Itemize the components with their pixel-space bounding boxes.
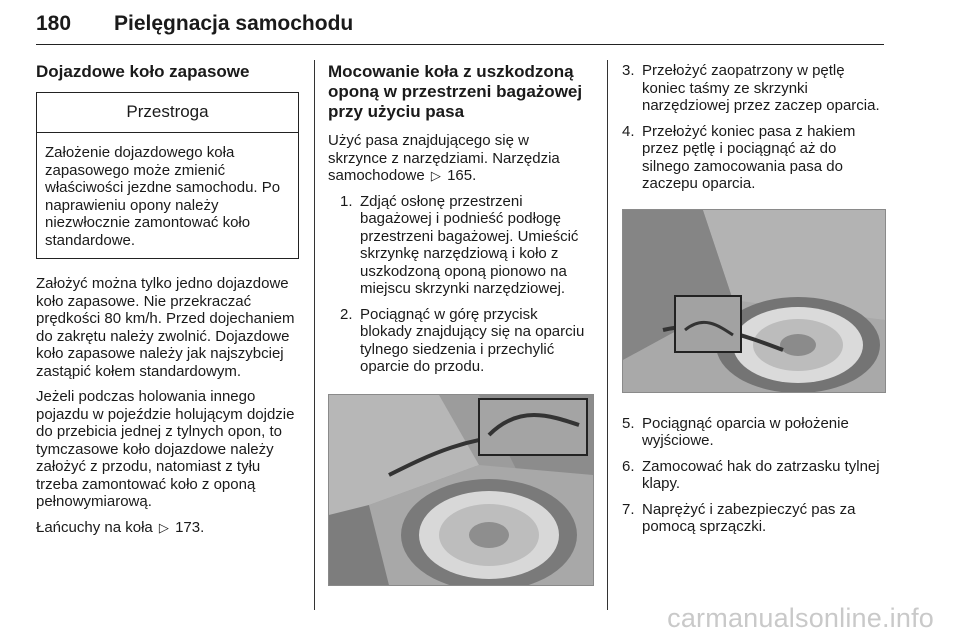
list-item	[622, 123, 884, 193]
steps-list	[622, 415, 884, 536]
header-rule	[36, 44, 884, 45]
watermark: carmanualsonline.info	[667, 603, 934, 633]
step-number: 4.	[622, 122, 635, 140]
column-divider-1	[314, 60, 315, 610]
step-number: 7.	[622, 500, 635, 518]
column-1	[36, 62, 299, 544]
intro-text: Użyć pasa znajdującego się w skrzynce z narzędziami. Narzędzia samochodowe	[328, 132, 560, 184]
intro-paragraph	[328, 132, 592, 185]
caution-label: Przestroga	[37, 93, 298, 133]
steps-list	[328, 193, 592, 376]
step-number: 3.	[622, 62, 635, 79]
list-item	[622, 415, 884, 450]
paragraph: Jeżeli podczas holowania innego pojazdu w pojeździe holującym dojdzie do przebicia jednej z tylnych opon, to tymczasowe koło dojazdowe należy założyć z przodu, natomiast z tyłu trzeba zamontować koło z oponą pełnowymiarową.	[36, 388, 295, 510]
caution-box	[36, 92, 299, 259]
step-text: Zdjąć osłonę przestrzeni bagażowej i podnieść podłogę przestrzeni bagażowej. Umieścić skrzynkę narzędziową i koło z uszkodzoną oponą pionowo na miejscu skrzynki narzędziowej.	[360, 192, 579, 297]
chains-text: Łańcuchy na koła	[36, 518, 153, 536]
section-title-spare-wheel: Dojazdowe koło zapasowe	[36, 62, 250, 81]
list-item	[622, 501, 884, 536]
steps-list	[622, 62, 884, 193]
section-title-strap-mounting: Mocowanie koła z uszkodzoną oponą w przestrzeni bagażowej przy użyciu pasa	[328, 62, 583, 121]
paragraph: Założyć można tylko jedno dojazdowe koło zapasowe. Nie przekraczać prędkości 80 km/h. Przed dojechaniem do zakrętu należy zwolnić. Dojazdowe koło zapasowe należy jak najszybciej zastąpić kołem standardowym.	[36, 275, 295, 380]
caution-text: Założenie dojazdowego koła zapasowego może zmienić właściwości jezdne samochodu. Po naprawieniu opony należy niezwłocznie zamontować koło standardowe.	[45, 144, 281, 249]
column-3	[622, 62, 884, 544]
tools-page-link[interactable]: 165.	[447, 167, 477, 184]
step-text: Przełożyć zaopatrzony w pętlę koniec taśmy ze skrzynki narzędziowej przez zaczep oparcia.	[642, 62, 880, 114]
column-divider-2	[607, 60, 608, 610]
list-item	[622, 62, 884, 115]
page-title: Pielęgnacja samochodu	[114, 12, 354, 35]
step-number: 6.	[622, 457, 635, 475]
step-number: 5.	[622, 414, 635, 432]
step-text: Pociągnąć oparcia w położenie wyjściowe.	[642, 414, 849, 449]
step-text: Przełożyć koniec pasa z hakiem przez pętlę i pociągnąć aż do silnego zamocowania pasa do zaczepu oparcia.	[642, 122, 856, 192]
step-text: Pociągnąć w górę przycisk blokady znajdujący się na oparciu tylnego siedzenia i przechylić oparcie do przodu.	[360, 305, 585, 375]
page-number: 180	[36, 12, 72, 35]
step-number: 2.	[340, 305, 353, 323]
step-number: 1.	[340, 192, 353, 210]
chains-page-link[interactable]: 173.	[175, 518, 205, 536]
trunk-spare-wheel-strap-illustration	[328, 394, 594, 586]
list-item	[340, 193, 592, 298]
column-2	[328, 62, 592, 586]
step-text: Naprężyć i zabezpieczyć pas za pomocą sprzączki.	[642, 500, 856, 535]
chains-reference	[36, 519, 299, 537]
list-item	[622, 458, 884, 493]
page-ref-icon: ▷	[430, 168, 441, 183]
page-ref-icon: ▷	[158, 519, 169, 535]
trunk-wheel-strap-hook-illustration	[622, 209, 886, 393]
step-text: Zamocować hak do zatrzasku tylnej klapy.	[642, 457, 880, 492]
list-item	[340, 306, 592, 376]
